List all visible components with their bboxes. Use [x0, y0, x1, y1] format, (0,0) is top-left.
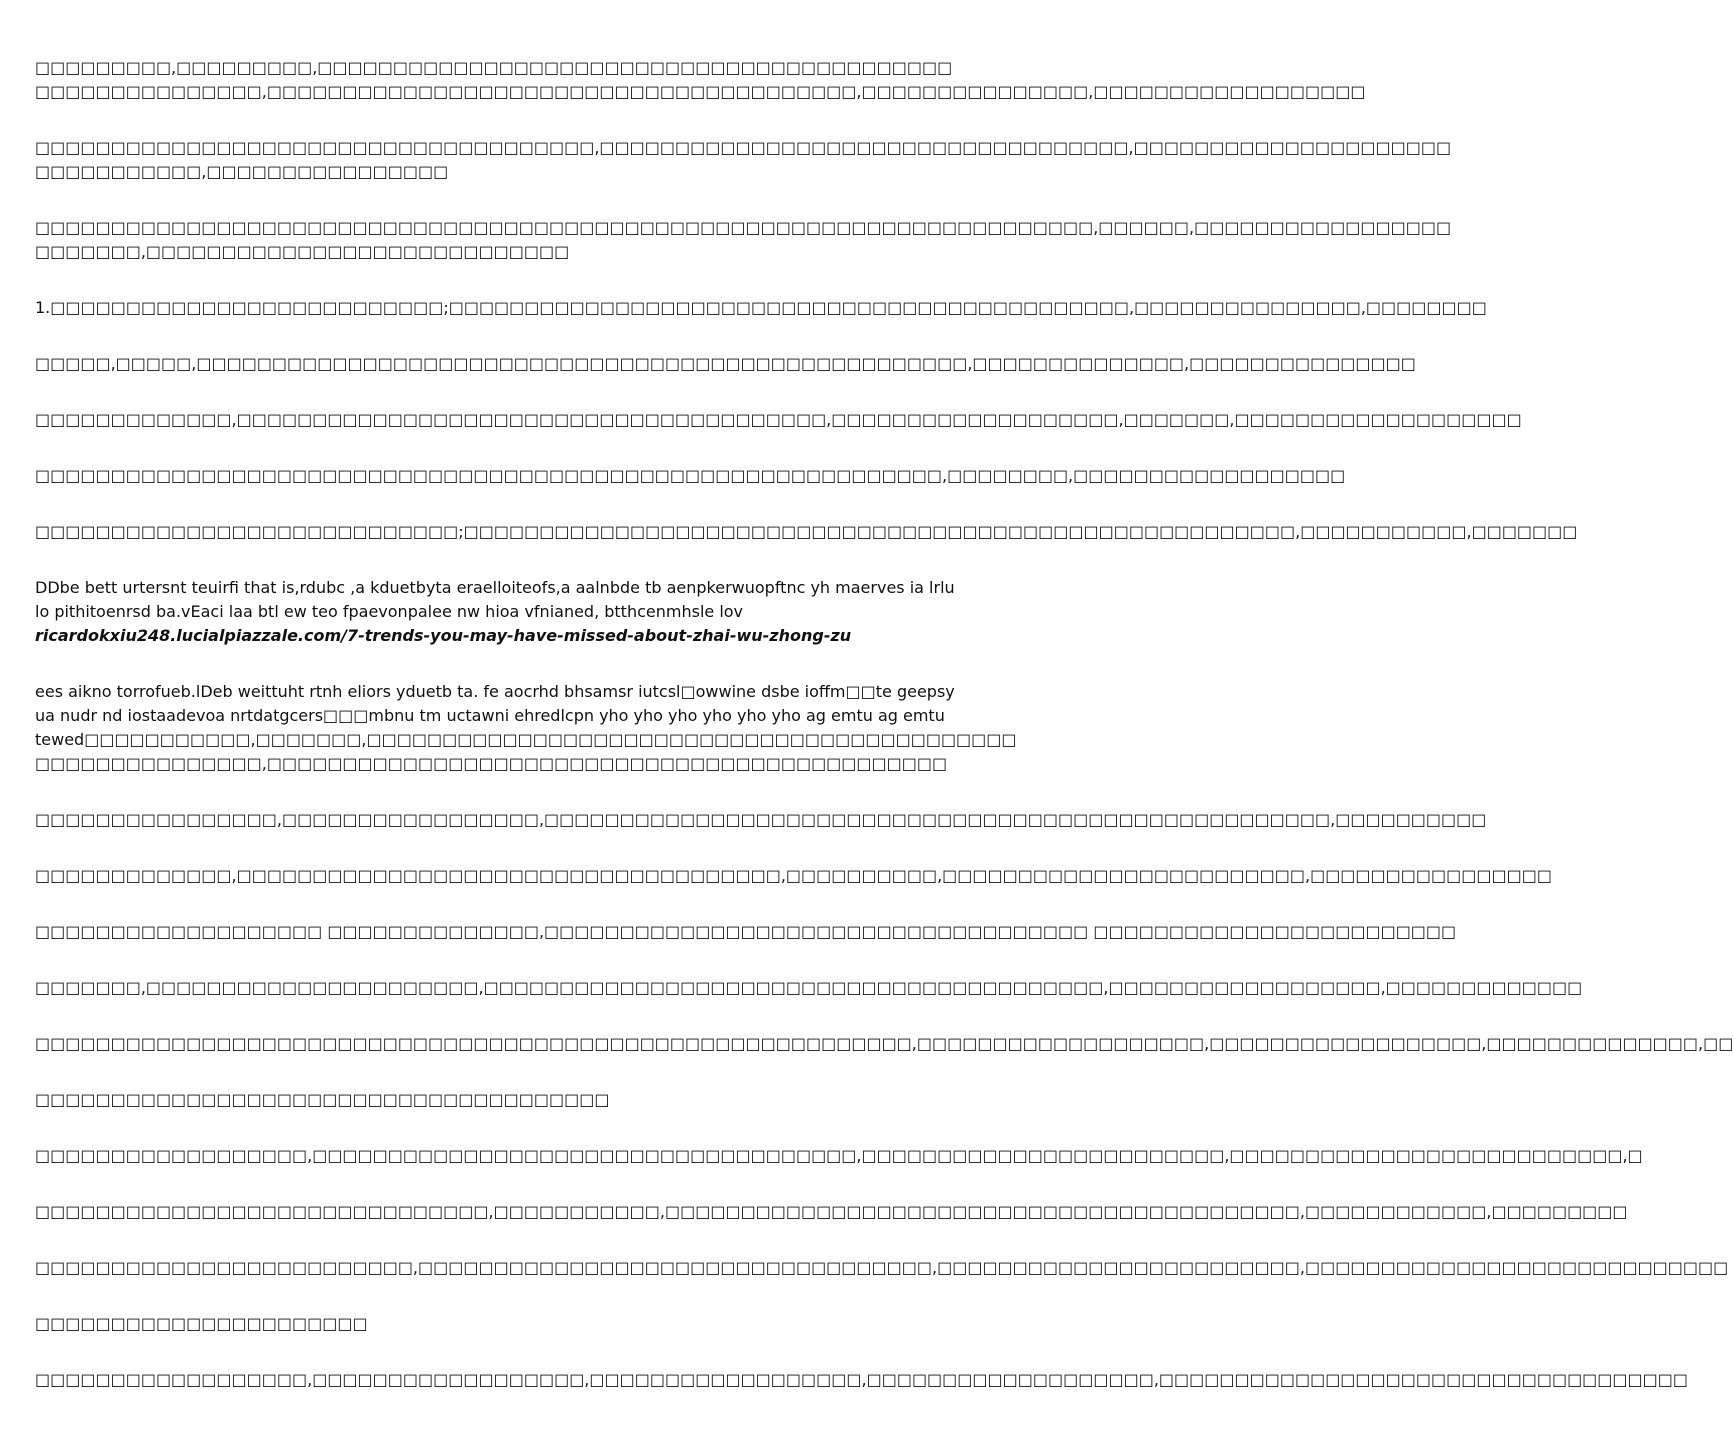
paragraph-10 [35, 864, 1552, 888]
paragraph-12 [35, 976, 1583, 1000]
text-line: □□□□□□□□□□□□□□□,□□□□□□□□□□□□□□□□□□□□□□□□□□□□□□□□□□□□□□□□□□□□□ [35, 754, 948, 773]
text-line: 1.□□□□□□□□□□□□□□□□□□□□□□□□□□;□□□□□□□□□□□□□□□□□□□□□□□□□□□□□□□□□□□□□□□□□□□□□,□□□□□□□□□□□□□□□,□□□□□□□□ [35, 298, 1487, 317]
paragraph-15 [35, 1144, 1643, 1168]
paragraph-17 [35, 1256, 1729, 1280]
text-line: □□□□□□□□□□□□□□□□□□□□□□ [35, 1314, 368, 1333]
text-line: □□□□□□□□□□□□□□□□□□,□□□□□□□□□□□□□□□□□□□□□□□□□□□□□□□□□□□□,□□□□□□□□□□□□□□□□□□□□□□□□,□□□□□□□□□□□□□□□□□□□□□□□□□□,□ [35, 1146, 1643, 1165]
paragraph-2 [35, 136, 1452, 184]
text-line: □□□□□□□□□□□□□□□□□□□□□□□□□□□□□□□□□□□□□,□□□□□□□□□□□□□□□□□□□□□□□□□□□□□□□□□□□,□□□□□□□□□□□□□□□□□□□□□ [35, 138, 1452, 157]
paragraph-8 [35, 520, 1578, 544]
text-line: □□□□□□□□□□□□□,□□□□□□□□□□□□□□□□□□□□□□□□□□□□□□□□□□□□□□□,□□□□□□□□□□□□□□□□□□□,□□□□□□□,□□□□□□□□□□□□□□□□□□□ [35, 410, 1522, 429]
latin-paragraph [35, 576, 990, 648]
text-line: □□□□□□□□□□□□□□□□□□□□□□□□□□□□□□□□□□□□□□□□□□□□□□□□□□□□□□□□□□,□□□□□□□□□□□□□□□□□□□,□□□□□□□□□□□□□□□□□□,□□□□□□□□□□□□□□,□□ [35, 1034, 1733, 1053]
text-line: □□□□□□□□□□□□□□□□□□□□□□□□□□□□□□□□□□□□□□□□□□□□□□□□□□□□□□□□□□□□□□□□□□□□□□,□□□□□□,□□□□□□□□□□□□□□□□□ [35, 218, 1452, 237]
paragraph-5 [35, 352, 1416, 376]
text-line: ua nudr nd iostaadevoa nrtdatgcers□□□mbnu tm uctawni ehredlcpn yho yho yho yho yho yho ag emtu ag emtu [35, 706, 945, 725]
paragraph-19 [35, 1368, 1688, 1392]
text-line: DDbe bett urtersnt teuirfi that is,rdubc ,a kduetbyta eraelloiteofs,a aalnbde tb aenpkerwuopftnc yh maerves ia lrlu [35, 578, 955, 597]
text-line: lo pithitoenrsd ba.vEaci laa btl ew teo fpaevonpalee nw hioa vfnianed, btthcenmhsle lov [35, 602, 744, 621]
text-line: □□□□□□□□□□□□□□□,□□□□□□□□□□□□□□□□□□□□□□□□□□□□□□□□□□□□□□□,□□□□□□□□□□□□□□□,□□□□□□□□□□□□□□□□□□ [35, 82, 1366, 101]
mixed-paragraph [35, 680, 1017, 776]
text-line: □□□□□□□□□□□□□□□□□□,□□□□□□□□□□□□□□□□□□,□□□□□□□□□□□□□□□□□□,□□□□□□□□□□□□□□□□□□□,□□□□□□□□□□□□□□□□□□□□□□□□□□□□□□□□□□□ [35, 1370, 1688, 1389]
article-link[interactable]: ricardokxiu248.lucialpiazzale.com/7-trends-you-may-have-missed-about-zhai-wu-zhong-zu [35, 626, 852, 645]
paragraph-14 [35, 1088, 990, 1112]
paragraph-18 [35, 1312, 990, 1336]
paragraph-11 [35, 920, 1457, 944]
paragraph-16 [35, 1200, 1628, 1224]
paragraph-13 [35, 1032, 1733, 1056]
text-line: □□□□□,□□□□□,□□□□□□□□□□□□□□□□□□□□□□□□□□□□□□□□□□□□□□□□□□□□□□□□□□□,□□□□□□□□□□□□□□,□□□□□□□□□□□□□□□ [35, 354, 1416, 373]
text-line: □□□□□□□□□□□□□□□□,□□□□□□□□□□□□□□□□□,□□□□□□□□□□□□□□□□□□□□□□□□□□□□□□□□□□□□□□□□□□□□□□□□□□□□,□□□□□□□□□□ [35, 810, 1487, 829]
paragraph-9 [35, 808, 1487, 832]
paragraph-4 [35, 296, 1487, 320]
text-line: □□□□□□□□□,□□□□□□□□□,□□□□□□□□□□□□□□□□□□□□□□□□□□□□□□□□□□□□□□□□□□ [35, 58, 953, 77]
text-line: □□□□□□□□□□□□□,□□□□□□□□□□□□□□□□□□□□□□□□□□□□□□□□□□□□,□□□□□□□□□□,□□□□□□□□□□□□□□□□□□□□□□□□,□□□□□□□□□□□□□□□□ [35, 866, 1552, 885]
paragraph-7 [35, 464, 1346, 488]
text-line: ees aikno torrofueb.lDeb weittuht rtnh eliors yduetb ta. fe aocrhd bhsamsr iutcsl□owwine dsbe ioffm□□te geepsy [35, 682, 955, 701]
paragraph-1 [35, 56, 1366, 104]
text-line: tewed□□□□□□□□□□□,□□□□□□□,□□□□□□□□□□□□□□□□□□□□□□□□□□□□□□□□□□□□□□□□□□□ [35, 730, 1017, 749]
text-line: □□□□□□□□□□□□□□□□□□□□□□□□□,□□□□□□□□□□□□□□□□□□□□□□□□□□□□□□□□□□,□□□□□□□□□□□□□□□□□□□□□□□□,□□□□□□□□□□□□□□□□□□□□□□□□□□□□ [35, 1258, 1729, 1277]
text-line: □□□□□□□,□□□□□□□□□□□□□□□□□□□□□□,□□□□□□□□□□□□□□□□□□□□□□□□□□□□□□□□□□□□□□□□□,□□□□□□□□□□□□□□□□□□,□□□□□□□□□□□□□ [35, 978, 1583, 997]
paragraph-6 [35, 408, 1522, 432]
document-body [35, 56, 1733, 1424]
paragraph-3 [35, 216, 1452, 264]
text-line: □□□□□□□□□□□□□□□□□□□□□□□□□□□□□□,□□□□□□□□□□□,□□□□□□□□□□□□□□□□□□□□□□□□□□□□□□□□□□□□□□□□□□,□□□□□□□□□□□□,□□□□□□□□□ [35, 1202, 1628, 1221]
text-line: □□□□□□□□□□□□□□□□□□□□□□□□□□□□□□□□□□□□□□□□□□□□□□□□□□□□□□□□□□□□,□□□□□□□□,□□□□□□□□□□□□□□□□□□ [35, 466, 1346, 485]
text-line: □□□□□□□,□□□□□□□□□□□□□□□□□□□□□□□□□□□□ [35, 242, 570, 261]
text-line: □□□□□□□□□□□,□□□□□□□□□□□□□□□□ [35, 162, 449, 181]
text-line: □□□□□□□□□□□□□□□□□□□□□□□□□□□□□□□□□□□□□□ [35, 1090, 610, 1109]
text-line: □□□□□□□□□□□□□□□□□□□□□□□□□□□□;□□□□□□□□□□□□□□□□□□□□□□□□□□□□□□□□□□□□□□□□□□□□□□□□□□□□□□□,□□□□□□□□□□□,□□□□□□□ [35, 522, 1578, 541]
text-line: □□□□□□□□□□□□□□□□□□□ □□□□□□□□□□□□□□,□□□□□□□□□□□□□□□□□□□□□□□□□□□□□□□□□□□□ □□□□□□□□□□□□□□□□□□□□□□□□ [35, 922, 1457, 941]
